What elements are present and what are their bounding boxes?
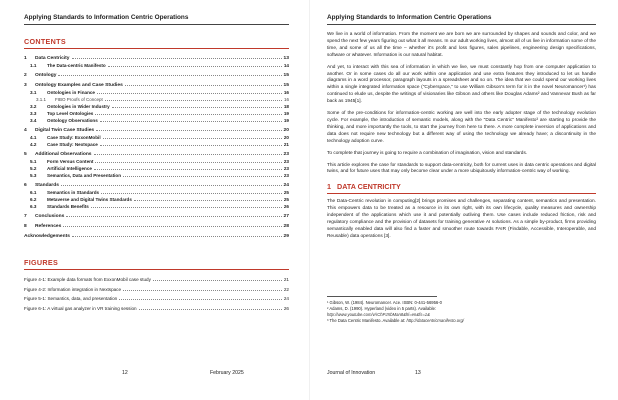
table-of-contents bbox=[24, 55, 289, 240]
toc-page-number: 25 bbox=[283, 197, 289, 202]
toc-label: Case Study: Nextspace bbox=[47, 142, 98, 147]
toc-page-number: 23 bbox=[283, 166, 289, 171]
toc-entry[interactable] bbox=[24, 233, 289, 240]
toc-number: 1.1 bbox=[30, 63, 37, 68]
footnote-rule bbox=[327, 296, 437, 297]
toc-entry[interactable] bbox=[24, 89, 289, 96]
toc-number: 7 bbox=[24, 214, 27, 219]
toc-label: FIBO Proofs of Concept bbox=[55, 97, 103, 102]
toc-number: 8 bbox=[24, 224, 27, 229]
journal-name: Journal of Innovation bbox=[327, 370, 376, 376]
toc-label: Standards bbox=[35, 183, 59, 188]
toc-label: Ontology Observations bbox=[47, 118, 98, 123]
toc-entry[interactable] bbox=[24, 96, 289, 103]
body-text bbox=[327, 32, 596, 241]
paragraph: And yet, to interact with this sea of information in which we live, we must constantly hop from one computer application to another. Or in some cases do all our work within one application and use extra features they introduced to let us handle diagrams in a word processor, paragraph layouts in a spreadsheet and so on. The idea that we could spend our working lives within a single integrated information space ("Cyberspace," to use William Gibson's term for it in the novel Neuromancer¹) has continued to elude us, despite the writings of visionaries like Gibson and others like Douglas Adams² and Vannevar Bush as far back as 1945[1]. bbox=[327, 64, 596, 105]
dot-leader bbox=[123, 176, 282, 177]
dot-leader bbox=[100, 121, 282, 122]
figure-label: Figure 4-2: Information integration in Nextspace bbox=[24, 286, 122, 292]
figure-page-number: 22 bbox=[283, 286, 289, 292]
section-number: 1 bbox=[327, 182, 331, 192]
toc-page-number: 15 bbox=[283, 73, 289, 78]
toc-label: Artificial Intelligence bbox=[47, 166, 92, 171]
toc-number: 3.4 bbox=[30, 118, 37, 123]
paragraph: To complete that journey is going to require a combination of imagination, vision and standards. bbox=[327, 150, 528, 156]
toc-entry[interactable] bbox=[24, 127, 289, 134]
toc-page-number: 29 bbox=[283, 234, 289, 239]
dot-leader bbox=[91, 207, 282, 208]
toc-entry[interactable] bbox=[24, 55, 289, 62]
toc-entry[interactable] bbox=[24, 203, 289, 210]
toc-number: 3.2 bbox=[30, 104, 37, 109]
toc-entry[interactable] bbox=[24, 82, 289, 89]
dot-leader bbox=[101, 193, 282, 194]
toc-label: Ontology bbox=[35, 73, 57, 78]
toc-label: The Data-centric Manifesto bbox=[47, 63, 106, 68]
running-header: Applying Standards to Information Centric Operations bbox=[24, 14, 289, 25]
toc-label: Semantics in Standards bbox=[47, 190, 100, 195]
dot-leader bbox=[105, 100, 282, 101]
toc-entry[interactable] bbox=[24, 103, 289, 110]
dot-leader bbox=[96, 130, 281, 131]
dot-leader bbox=[97, 93, 282, 94]
dot-leader bbox=[103, 138, 282, 139]
toc-page-number: 25 bbox=[283, 190, 289, 195]
toc-label: Ontologies in Finance bbox=[47, 90, 95, 95]
toc-page-number: 16 bbox=[283, 90, 289, 95]
dot-leader bbox=[72, 58, 282, 59]
toc-page-number: 20 bbox=[283, 135, 289, 140]
section-paragraph: The Data-Centric revolution in computing[2] brings promises and challenges, separating content, semantics and presentation. This empowers data to be treated as a resource in its own right, with its own lifecycle, quality measures and ownership independent of the applications which use it and potentially outliving them. Use cases include reduced friction, risk and regulatory compliance and the provision of datasets for training generative AI solutions. As a simple by-product, firms providing semantically enabled data will also find a faster and smoother route towards FAIR (Findable, Accessible, Interoperable, and Reusable) data operations [3]. bbox=[327, 199, 596, 239]
toc-label: Additional Observations bbox=[35, 152, 92, 157]
paragraph: Some of the pre-conditions for information-centric working are well into the early adopter stage of the technology evolution cycle. For example, the introduction of semantic models, along with the "Data Centric" Manifesto³ are starting to provide the thinking, and more importantly the tools, to start the journey from here to there. A more complete inversion of applications and data does not require new technology but a different way of using the technology we already have; a discontinuity in the technology adoption curve. bbox=[327, 111, 596, 144]
running-header: Applying Standards to Information Centric Operations bbox=[327, 14, 596, 25]
section-title: DATA CENTRICITY bbox=[337, 182, 401, 192]
toc-entry[interactable] bbox=[24, 141, 289, 148]
toc-number: 5.1 bbox=[30, 159, 37, 164]
toc-page-number: 14 bbox=[283, 63, 289, 68]
toc-number: 6.1 bbox=[30, 190, 37, 195]
toc-label: Acknowledgements bbox=[24, 234, 70, 239]
dot-leader bbox=[95, 162, 281, 163]
figure-page-number: 24 bbox=[283, 296, 289, 302]
toc-label: Metaverse and Digital Twins Standards bbox=[47, 197, 132, 202]
right-footer bbox=[327, 370, 596, 376]
toc-number: 3 bbox=[24, 83, 27, 88]
toc-number: 1 bbox=[24, 56, 27, 61]
figure-label: Figure 4-1: Example data formats from ExxonMobil case study bbox=[24, 277, 151, 282]
toc-label: Conclusions bbox=[35, 214, 65, 219]
toc-page-number: 24 bbox=[283, 183, 289, 188]
toc-label: Top Level Ontologies bbox=[47, 111, 94, 116]
toc-label: Form Versus Content bbox=[47, 159, 94, 164]
toc-label: References bbox=[35, 224, 62, 229]
page-number: 12 bbox=[122, 370, 128, 376]
toc-page-number: 13 bbox=[283, 56, 289, 61]
toc-entry[interactable] bbox=[24, 117, 289, 124]
toc-label: Standards Benefits bbox=[47, 204, 89, 209]
toc-page-number: 20 bbox=[283, 128, 289, 133]
toc-entry[interactable] bbox=[24, 110, 289, 117]
dot-leader bbox=[123, 290, 282, 291]
footnote-link[interactable]: http://www.youtube.com/v/rChPJXbMan8&hl=en&fs=1& bbox=[327, 312, 430, 317]
toc-entry[interactable] bbox=[24, 196, 289, 203]
toc-page-number: 16 bbox=[283, 97, 289, 102]
footnotes bbox=[327, 296, 595, 324]
toc-number: 4.1 bbox=[30, 135, 37, 140]
toc-number: 5.3 bbox=[30, 173, 37, 178]
page-number: 13 bbox=[415, 370, 421, 376]
figure-entry[interactable] bbox=[24, 276, 289, 284]
toc-number: 5.2 bbox=[30, 166, 37, 171]
dot-leader bbox=[125, 85, 282, 86]
toc-number: 6.2 bbox=[30, 197, 37, 202]
dot-leader bbox=[94, 154, 282, 155]
toc-entry[interactable] bbox=[24, 189, 289, 196]
figure-entry[interactable] bbox=[24, 305, 289, 313]
dot-leader bbox=[61, 185, 282, 186]
footnote: ¹ Gibson, W. (1984). Neuromancer. Ace. ISBN: 0-441-56956-0 bbox=[327, 300, 442, 305]
dot-leader bbox=[153, 280, 282, 281]
footer-date: February 2025 bbox=[210, 370, 244, 376]
toc-entry[interactable] bbox=[24, 158, 289, 165]
toc-page-number: 21 bbox=[283, 142, 289, 147]
dot-leader bbox=[134, 200, 282, 201]
toc-page-number: 27 bbox=[283, 214, 289, 219]
footnote: ³ The Data Centric Manifesto. Available at: http://datacentricmanifesto.org/ bbox=[327, 318, 464, 323]
toc-number: 5 bbox=[24, 152, 27, 157]
dot-leader bbox=[94, 169, 282, 170]
toc-entry[interactable] bbox=[24, 62, 289, 69]
toc-entry[interactable] bbox=[24, 165, 289, 172]
toc-page-number: 23 bbox=[283, 159, 289, 164]
toc-number: 3.3 bbox=[30, 111, 37, 116]
dot-leader bbox=[119, 299, 282, 300]
toc-page-number: 28 bbox=[283, 224, 289, 229]
dot-leader bbox=[63, 226, 281, 227]
section-heading bbox=[327, 182, 596, 194]
dot-leader bbox=[72, 236, 282, 237]
toc-entry[interactable] bbox=[24, 172, 289, 179]
dot-leader bbox=[112, 107, 282, 108]
toc-entry[interactable] bbox=[24, 134, 289, 141]
footnote: ² Adams, D. (1990). Hyperland (video in 5 parts). Available: http://www.youtube.com/v/rChPJXbMan8&hl=en&fs=1& bbox=[327, 306, 437, 317]
paragraph: We live in a world of information. From the moment we are born we are surrounded by shapes and sounds and color, and we spend the next few years figuring out what it all means. In our adult working lives, almost all of us live in information some of the time, and some of us all the time – whether it's profit and loss figures, sales pipelines, engineering design specifications, software or whatever. Information is our natural habitat. bbox=[327, 32, 596, 58]
footnote-link[interactable]: http://datacentricmanifesto.org/ bbox=[406, 318, 464, 323]
toc-label: Semantics, Data and Presentation bbox=[47, 173, 122, 178]
toc-entry[interactable] bbox=[24, 182, 289, 189]
toc-number: 4 bbox=[24, 128, 27, 133]
toc-number: 6.3 bbox=[30, 204, 37, 209]
dot-leader bbox=[139, 309, 282, 310]
toc-page-number: 18 bbox=[283, 104, 289, 109]
figure-page-number: 21 bbox=[283, 277, 289, 282]
figure-page-number: 26 bbox=[283, 305, 289, 311]
figure-entry[interactable] bbox=[24, 295, 289, 303]
toc-label: Ontology Examples and Case Studies bbox=[35, 83, 123, 88]
contents-heading: CONTENTS bbox=[24, 37, 289, 49]
toc-page-number: 23 bbox=[283, 173, 289, 178]
dot-leader bbox=[66, 216, 281, 217]
toc-number: 3.1.1 bbox=[36, 97, 47, 102]
toc-entry[interactable] bbox=[24, 151, 289, 158]
toc-number: 6 bbox=[24, 183, 27, 188]
toc-page-number: 26 bbox=[283, 204, 289, 209]
toc-label: Digital Twin Case Studies bbox=[35, 128, 95, 133]
paragraph: This article explores the case for standards to support data-centricity, both for current uses in data centric operations and digital twins, and for future uses that may only become clear under a more ubiquitously information-centric way of working. bbox=[327, 162, 596, 175]
toc-number: 4.2 bbox=[30, 142, 37, 147]
toc-entry[interactable] bbox=[24, 223, 289, 230]
dot-leader bbox=[95, 114, 282, 115]
toc-label: Data Centricity bbox=[35, 56, 70, 61]
toc-page-number: 19 bbox=[283, 118, 289, 123]
figure-entry[interactable] bbox=[24, 286, 289, 294]
figure-label: Figure 5-1: Semantics, data, and presentation bbox=[24, 296, 118, 302]
right-page bbox=[309, 0, 618, 400]
list-of-figures bbox=[24, 276, 289, 312]
toc-label: Case Study: ExxonMobil bbox=[47, 135, 101, 140]
toc-page-number: 15 bbox=[283, 83, 289, 88]
toc-number: 3.1 bbox=[30, 90, 37, 95]
toc-label: Ontologies in Wider Industry bbox=[47, 104, 110, 109]
toc-number: 2 bbox=[24, 73, 27, 78]
toc-entry[interactable] bbox=[24, 72, 289, 79]
figure-label: Figure 6-1: A virtual gas analyzer in VR training session bbox=[24, 305, 137, 311]
toc-page-number: 23 bbox=[283, 152, 289, 157]
toc-entry[interactable] bbox=[24, 213, 289, 220]
figures-heading: FIGURES bbox=[24, 258, 289, 270]
dot-leader bbox=[108, 66, 282, 67]
dot-leader bbox=[58, 75, 281, 76]
toc-page-number: 19 bbox=[283, 111, 289, 116]
dot-leader bbox=[100, 145, 282, 146]
